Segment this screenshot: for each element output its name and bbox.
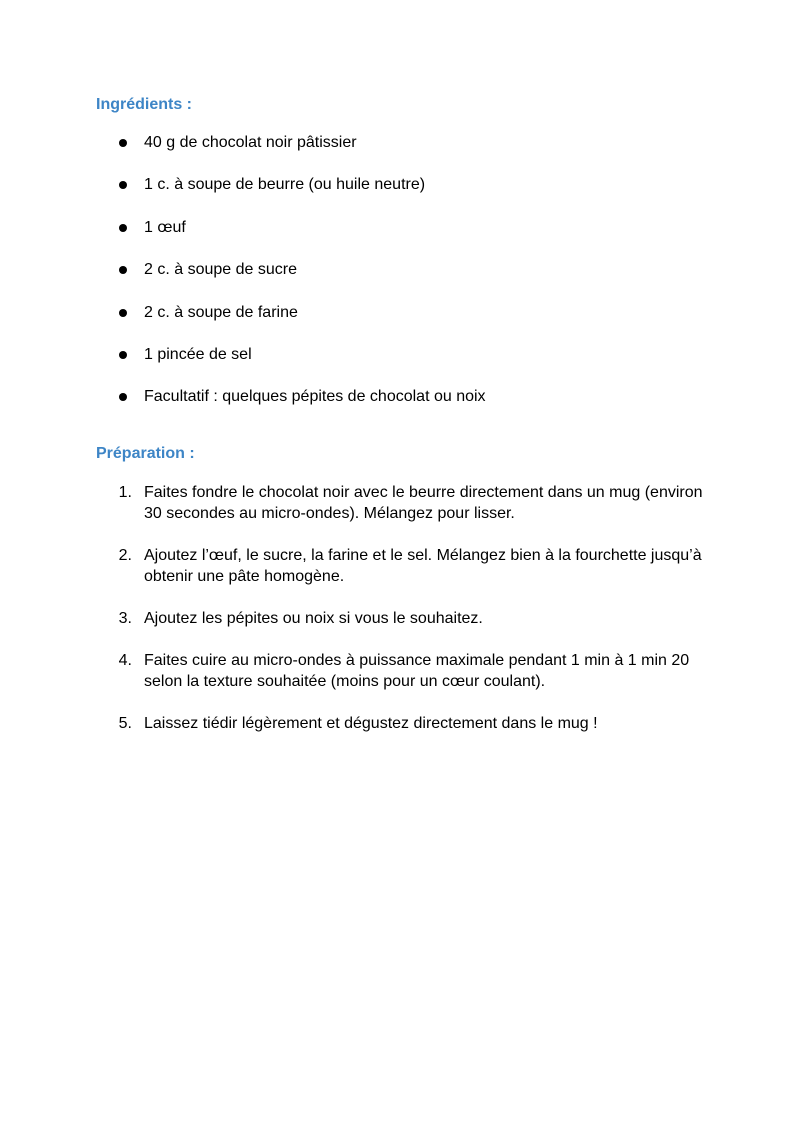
preparation-step — [0, 545, 792, 587]
bullet-icon — [119, 309, 127, 317]
bullet-icon — [119, 266, 127, 274]
step-text: Faites cuire au micro-ondes à puissance maximale pendant 1 min à 1 min 20 selon la texture souhaitée (moins pour un cœur coulant). — [144, 652, 690, 690]
ingredient-item — [0, 302, 792, 323]
ingredient-item — [0, 174, 792, 195]
ingredient-item — [0, 344, 792, 365]
step-number: 2. — [118, 547, 132, 564]
bullet-icon — [119, 393, 127, 401]
ingredient-text: 1 pincée de sel — [144, 345, 252, 363]
bullet-icon — [119, 351, 127, 359]
bullet-icon — [119, 181, 127, 189]
preparation-step — [0, 482, 792, 524]
ingredient-text: 2 c. à soupe de farine — [144, 303, 298, 321]
step-text: Ajoutez les pépites ou noix si vous le souhaitez. — [144, 610, 483, 627]
preparation-heading: Préparation : — [96, 445, 195, 462]
ingredients-heading: Ingrédients : — [96, 96, 193, 113]
ingredient-text: Facultatif : quelques pépites de chocolat ou noix — [144, 388, 486, 406]
ingredient-text: 2 c. à soupe de sucre — [144, 261, 297, 279]
step-number: 5. — [118, 715, 132, 732]
ingredient-text: 1 c. à soupe de beurre (ou huile neutre) — [144, 176, 426, 194]
step-text: Faites fondre le chocolat noir avec le beurre directement dans un mug (environ 30 secondes au micro-ondes). Mélangez pour lisser. — [144, 484, 703, 522]
preparation-step — [0, 713, 792, 734]
ingredient-item — [0, 132, 792, 153]
ingredient-item — [0, 386, 792, 407]
ingredient-text: 1 œuf — [144, 218, 186, 236]
bullet-icon — [119, 139, 127, 147]
step-number: 1. — [118, 484, 132, 501]
bullet-icon — [119, 224, 127, 232]
ingredient-text: 40 g de chocolat noir pâtissier — [144, 134, 357, 151]
ingredients-list — [0, 132, 792, 429]
step-number: 3. — [118, 610, 132, 627]
preparation-step — [0, 608, 792, 629]
preparation-step — [0, 650, 792, 692]
preparation-steps-list — [0, 482, 792, 755]
step-text: Laissez tiédir légèrement et dégustez directement dans le mug ! — [144, 715, 598, 732]
ingredient-item — [0, 217, 792, 238]
step-number: 4. — [118, 652, 132, 669]
ingredient-item — [0, 259, 792, 280]
step-text: Ajoutez l’œuf, le sucre, la farine et le sel. Mélangez bien à la fourchette jusqu’à obtenir une pâte homogène. — [144, 547, 702, 585]
